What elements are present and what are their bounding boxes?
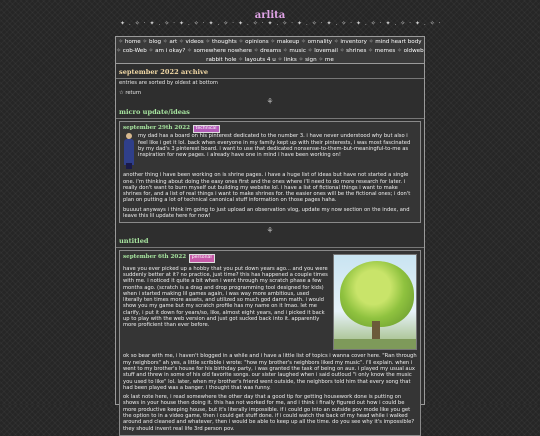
nav-link-videos[interactable]: videos — [185, 39, 204, 45]
sparkle-icon: ✧ — [253, 48, 259, 54]
sparkle-icon: ✧ — [318, 57, 324, 63]
sparkle-icon: ✧ — [162, 39, 168, 45]
sparkle-icon: ✧ — [238, 57, 243, 63]
nav-link-blog[interactable]: blog — [148, 39, 162, 45]
nav-link-dreams[interactable]: dreams — [260, 48, 282, 54]
star-icon: ☆ — [119, 90, 124, 96]
main-content — [115, 64, 425, 432]
flower-icon: ⚘ — [266, 97, 274, 106]
post-heading: micro update/ideas — [119, 108, 190, 116]
blog-post — [119, 121, 421, 223]
divider — [116, 118, 424, 119]
sparkle-icon: ✧ — [298, 57, 304, 63]
post-paragraph: ok so bear with me, i haven't blogged in a while and i have a little list of topics i wanna cover here. "Ran through my neighbors" ah yes, a little scribble i wrote: "how my brother's neighbors liked my music". i'll explain. when i went to my brother's house for his birthday party, i was granted the task of being on aux. i played my usual aux stuff and threw in some of his old favorite songs. our sister laughed when i said outloud "i only know the music you used to like" lol. later, when my brother's friend went outside, the neighbors told him that every song that had been played was a banger. i thought that was funny. — [123, 353, 417, 391]
sort-note: entries are sorted by oldest at bottom — [119, 80, 218, 86]
nav-link-am-i-okay[interactable]: am i okay? — [155, 48, 186, 54]
header — [0, 0, 540, 36]
nav-link-shrines[interactable]: shrines — [346, 48, 367, 54]
return-label: return — [125, 90, 142, 96]
flower-icon: ⚘ — [266, 226, 274, 236]
sparkle-icon: ✧ — [339, 48, 345, 54]
sparkle-icon: ✧ — [368, 39, 374, 45]
nav-link-oldweb-rabbit-hole[interactable]: oldweb rabbit hole — [206, 48, 424, 63]
nav-link-me[interactable]: me — [324, 57, 334, 63]
tree-photo — [333, 254, 417, 350]
divider — [116, 78, 424, 79]
sparkle-icon: ✧ — [148, 48, 154, 54]
post-tag[interactable]: technical — [193, 125, 220, 133]
sparkle-border: ✦ . ✧ · ✦ . ✧ · ✦ . ✧ · ✦ . ✧ · ✦ . ✧ · ✦ . ✧ · ✦ . ✧ · ✦ . ✧ · ✦ . ✧ · ✦ . ✧ · ✦ . ✧ · — [120, 20, 442, 27]
sparkle-icon: ✧ — [270, 39, 276, 45]
post-paragraph: have you ever picked up a hobby that you put down years ago... and you were suddenly better at it? no practice, just time? this has happened a couple times with me. i noticed it quite a bit when i went through my scratch phase a few months ago. (scratch is a drag and drop programming tool designed for kids) when i started making lil games again, i was way more ambitious, used literally ten times more assets, and utilized so much god damn math. i would show you my game but my scratch profile has my name on it lmao. let me clarify, i put it down for years/so, like, almost eight years, and i picked it back up to play with the web version and just got sucked back into it. apparently more proficient than ever before. — [123, 265, 328, 329]
sparkle-icon: ✧ — [368, 48, 373, 54]
sparkle-icon: ✧ — [238, 39, 244, 45]
post-heading: untitled — [119, 237, 149, 246]
nav-bar — [115, 36, 425, 64]
nav-link-opinions[interactable]: opinions — [245, 39, 269, 45]
divider — [116, 247, 424, 248]
post-paragraph: buuuut anyways i think im going to just upload an observation vlog, update my now section on the index, and leave this lil update here for now! — [123, 206, 410, 220]
post-date-line — [123, 254, 330, 262]
nav-link-home[interactable]: home — [124, 39, 141, 45]
nav-link-layouts-4-u[interactable]: layouts 4 u — [244, 57, 276, 63]
nav-link-art[interactable]: art — [169, 39, 178, 45]
post-paragraph: my dad has a board on his pinterest dedicated to the number 3. i have never understood why but also i feel like i get it lol. back when everyone in my family kept up with their pinterests, i was most fascinated by my dad's 3 pinterest board. i want to use that dedicated nonsense-to-them-but-meaningful-to-me as inspiration for new pages. i already have one in mind i have been working on! — [138, 133, 411, 159]
sparkle-icon: ✧ — [179, 39, 184, 45]
sparkle-icon: ✧ — [397, 48, 402, 54]
sparkle-icon: ✧ — [142, 39, 148, 45]
nav-link-inventory[interactable]: inventory — [340, 39, 367, 45]
nav-link-somewhere-nowhere[interactable]: somewhere nowhere — [193, 48, 252, 54]
post-paragraph: ok last note here, i read somewhere the other day that a good tip for getting housework done is putting on shows in your house then doing it. this has not worked for me, and i think i finally figured out how i could be more productive keeping house, but it's literally impossible. if i could go into an outside pov mode like you get the option to in a video game, then i could get stuff done. if i could watch the back of my head while i walked around and cleaned and whatever, then i would be able to keep up all the time. do you see why it's impossible? they should invent real life 3rd person pov. — [123, 394, 415, 432]
sparkle-icon: ✧ — [118, 39, 124, 45]
sparkle-icon: ✧ — [333, 39, 339, 45]
sparkle-icon: ✧ — [301, 39, 306, 45]
nav-link-makeup[interactable]: makeup — [276, 39, 300, 45]
post-date: september 29th 2022 — [123, 125, 190, 131]
nav-link-sign[interactable]: sign — [305, 57, 317, 63]
figure-illustration — [123, 133, 135, 169]
nav-link-lovemail[interactable]: lovemail — [314, 48, 338, 54]
nav-link-omnality[interactable]: omnality — [307, 39, 333, 45]
blog-post — [119, 250, 421, 436]
sparkle-icon: ✧ — [307, 48, 313, 54]
nav-link-cob-web[interactable]: cob-Web — [122, 48, 147, 54]
sparkle-icon: ✧ — [116, 48, 121, 54]
nav-link-music[interactable]: music — [289, 48, 306, 54]
nav-link-mind-heart-body[interactable]: mind heart body — [375, 39, 422, 45]
sparkle-icon: ✧ — [277, 57, 283, 63]
post-tag[interactable]: personal — [189, 254, 215, 262]
nav-link-memes[interactable]: memes — [374, 48, 396, 54]
sparkle-icon: ✧ — [282, 48, 288, 54]
sparkle-icon: ✧ — [187, 48, 192, 54]
post-date: september 6th 2022 — [123, 254, 187, 261]
post-date-line — [123, 125, 417, 133]
archive-heading: september 2022 archive — [119, 68, 209, 76]
post-paragraph: another thing i have been working on is shrine pages. i have a huge list of ideas but have not started a single one. i'm thinking about doing the easy ones first and the ones where i'll need to do more research for later. i really don't want to burn myself out building my website lol. i have a list of fictional things i want to make shrines for, and a list of real things i want to make shrines for. the easier ones will be the fictional ones; i don't plan on putting a lot of technical canonical stuff information on those pages haha. — [123, 172, 411, 204]
nav-link-thoughts[interactable]: thoughts — [211, 39, 237, 45]
site-title: arlita — [254, 10, 286, 21]
sparkle-icon: ✧ — [205, 39, 211, 45]
nav-link-links[interactable]: links — [284, 57, 297, 63]
